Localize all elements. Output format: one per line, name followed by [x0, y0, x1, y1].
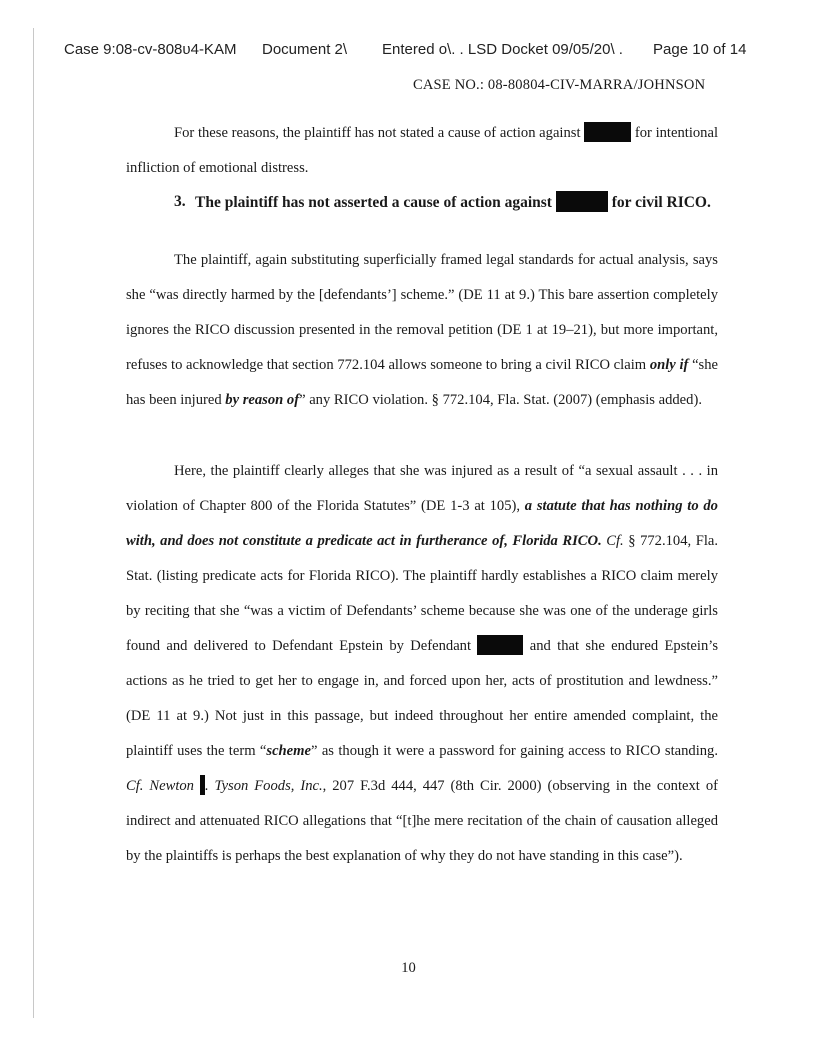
paragraph-plaintiff-harm-argument	[126, 243, 718, 418]
paragraph1-part1: For these reasons, the plaintiff has not stated a cause of action against	[174, 125, 581, 141]
paragraph3-part5: , 207 F.3d 444, 447 (8th Cir. 2000) (observing in the context of indirect and attenuated RICO allegations that “[t]he mere recitation of the chain of causation alleged by the plaintiffs is perhaps the best explanation of why they do not have standing in this case”).	[126, 778, 718, 864]
paragraph2-part1: The plaintiff, again substituting superficially framed legal standards for actual analysis, says she “was directly harmed by the [defendants’] scheme.” (DE 11 at 9.) This bare assertion completely ignores the RICO discussion presented in the removal petition (DE 1 at 19–21), but more important, refuses to acknowledge that section 772.104 allows someone to bring a civil RICO claim	[126, 252, 718, 373]
paragraph2-part2: “she has been injured	[126, 357, 719, 408]
redaction-block	[477, 635, 523, 655]
case-citation-newton: Cf. Newton	[126, 778, 194, 794]
paragraph3-part3: and that she endured Epstein’s actions as he tried to get her to engage in, and forced upon her, acts of prostitution and lewdness.” (DE 11 at 9.) Not just in this passage, but indeed throughout her entire amended complaint, the plaintiff uses the term “	[126, 638, 718, 759]
paragraph-iied-conclusion	[126, 116, 718, 186]
paragraph2-emphasis-only-if: only if	[649, 357, 689, 373]
paragraph2-part3: ” any RICO violation. § 772.104, Fla. Stat. (2007) (emphasis added).	[299, 392, 702, 408]
paragraph3-part1: Here, the plaintiff clearly alleges that she was injured as a result of “a sexual assault . . . in violation of Chapter 800 of the Florida Statutes” (DE 1-3 at 105),	[126, 463, 718, 514]
paragraph1-part2: for intentional infliction of emotional distress.	[126, 125, 718, 176]
heading-part2: for civil RICO.	[611, 194, 711, 211]
header-page-count: Page 10 of 14	[653, 41, 747, 58]
heading-number: 3.	[174, 193, 186, 210]
left-margin-rule	[33, 28, 34, 1018]
paragraph3-part2: § 772.104, Fla. Stat. (listing predicate acts for Florida RICO). The plaintiff hardly establishes a RICO claim merely by reciting that she “was a victim of Defendants’ scheme because she was one of the underage girls found and delivered to Defendant Epstein by Defendant	[126, 533, 719, 654]
paragraph3-part4: ” as though it were a password for gaining access to RICO standing.	[310, 743, 718, 759]
paragraph3-cf-signal: Cf.	[606, 533, 624, 549]
paragraph3-emphasis-statute: a statute that has nothing to do with, and does not constitute a predicate act in furtherance of, Florida RICO.	[126, 498, 718, 549]
page-number: 10	[401, 960, 416, 976]
section-heading-civil-rico	[174, 191, 720, 214]
paragraph3-emphasis-scheme: scheme	[266, 743, 311, 759]
paragraph2-emphasis-by-reason-of: by reason of	[225, 392, 300, 408]
case-citation-tyson-foods: . Tyson Foods, Inc.	[204, 778, 323, 794]
redaction-block	[584, 122, 631, 142]
redaction-block	[556, 191, 608, 212]
heading-part1: The plaintiff has not asserted a cause of action against	[195, 194, 552, 211]
header-entered-date: Entered o\. . LSD Docket 09/05/20\ .	[382, 41, 623, 58]
case-number-caption: CASE NO.: 08-80804-CIV-MARRA/JOHNSON	[413, 77, 706, 93]
header-case-number: Case 9:08-cv-808υ4-KAM	[64, 41, 237, 58]
paragraph-sexual-assault-not-predicate	[126, 454, 718, 874]
header-document-number: Document 2\	[262, 41, 348, 58]
